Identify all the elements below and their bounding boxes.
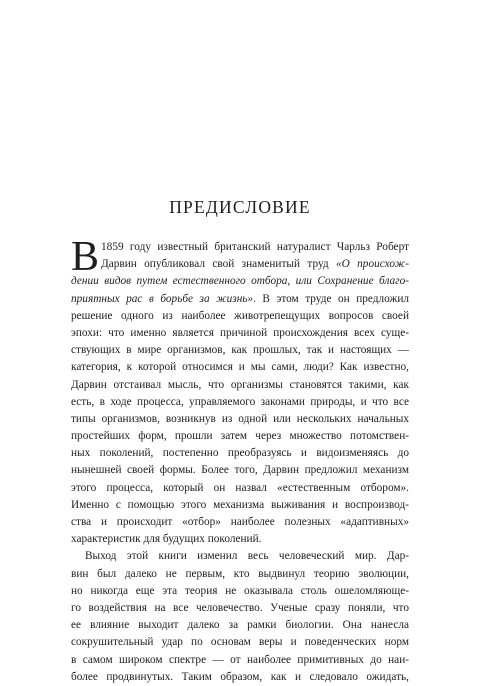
text-line xyxy=(71,445,409,462)
text-run: этого процесса, который он назвал «естественным отбором». xyxy=(71,481,409,494)
text-line xyxy=(71,480,409,497)
text-line xyxy=(71,359,409,376)
text-line xyxy=(71,394,409,411)
italic-title-text: приятных рас в борьбе за жизнь» xyxy=(71,292,254,305)
text-line: сокрушительный удар по основам веры и поведенческих норм xyxy=(71,636,409,649)
paragraph-1 xyxy=(71,234,409,548)
paragraph-2-lines xyxy=(71,548,409,686)
text-line xyxy=(71,514,409,531)
text-run: . В этом труде он предложил xyxy=(253,292,409,305)
text-run: 1859 году известный британский натуралист Чарльз Роберт xyxy=(101,241,409,253)
chapter-heading: ПРЕДИСЛОВИЕ xyxy=(169,197,311,217)
text-line xyxy=(71,411,409,428)
text-line xyxy=(71,273,409,290)
text-run: простейших форм, прошли затем через множество потомствен- xyxy=(71,430,409,443)
text-line xyxy=(71,531,409,548)
italic-title-text: «О происхож- xyxy=(336,258,409,271)
paragraph-1-lines xyxy=(71,234,409,548)
text-line xyxy=(71,291,409,308)
text-line xyxy=(71,462,409,479)
text-run: нынешней своей формы. Более того, Дарвин предложил механизм xyxy=(71,464,409,477)
text-line: более продвинутых. Таким образом, как и следовало ожидать, xyxy=(71,670,409,683)
text-line xyxy=(71,239,409,256)
text-run: эпохи: что именно является причиной происхождения всех суще- xyxy=(71,326,409,339)
text-run: Дарвин опубликовал свой знаменитый труд xyxy=(101,258,336,271)
text-run: Именно с помощью этого механизма выживания и воспроизвод- xyxy=(71,498,409,511)
text-line: в самом широком спектре — от наиболее примитивных до наи- xyxy=(71,653,409,666)
text-run: категория, к которой относимся и мы сами, люди? Как известно, xyxy=(71,361,409,374)
paragraph-2 xyxy=(71,548,409,686)
text-line xyxy=(71,256,409,273)
text-line: ее влияние выходит далеко за рамки биологии. Она нанесла xyxy=(71,619,409,632)
text-run: Дарвин отстаивал мысль, что организмы становятся такими, как xyxy=(71,378,409,391)
text-line: вин был далеко не первым, кто выдвинул теорию эволюции, xyxy=(71,567,409,580)
text-run: типы организмов, возникнув из одной или нескольких начальных xyxy=(71,412,409,425)
text-line: го воздействия на все человечество. Ученые сразу поняли, что xyxy=(71,601,409,614)
text-line xyxy=(71,325,409,342)
text-line xyxy=(71,308,409,325)
text-run: ства и происходит «отбор» наиболее полезных «адаптивных» xyxy=(71,516,409,528)
text-line: но никогда еще эта теория не оказывала столь ошеломляюще- xyxy=(71,584,409,597)
text-line xyxy=(71,342,409,359)
text-line xyxy=(71,428,409,445)
text-line xyxy=(71,377,409,394)
italic-title-text: дении видов путем естественного отбора, или Сохранение благо- xyxy=(71,275,409,288)
text-run: ствующих в мире организмов, как прошлых, так и настоящих — xyxy=(71,344,409,357)
text-line xyxy=(71,497,409,514)
text-run: решение одного из наиболее животрепещущих вопросов своей xyxy=(71,309,409,322)
drop-cap: В xyxy=(71,234,100,280)
text-run: ных поколений, постепенно преобразуясь и видоизменяясь до xyxy=(71,447,409,460)
text-run: характеристик для будущих поколений. xyxy=(71,533,262,546)
text-run: есть, в ходе процесса, управляемого законами природы, и что все xyxy=(71,395,409,408)
text-line: Выход этой книги изменил весь человеческий мир. Дар- xyxy=(85,550,409,563)
body-text xyxy=(71,234,409,686)
